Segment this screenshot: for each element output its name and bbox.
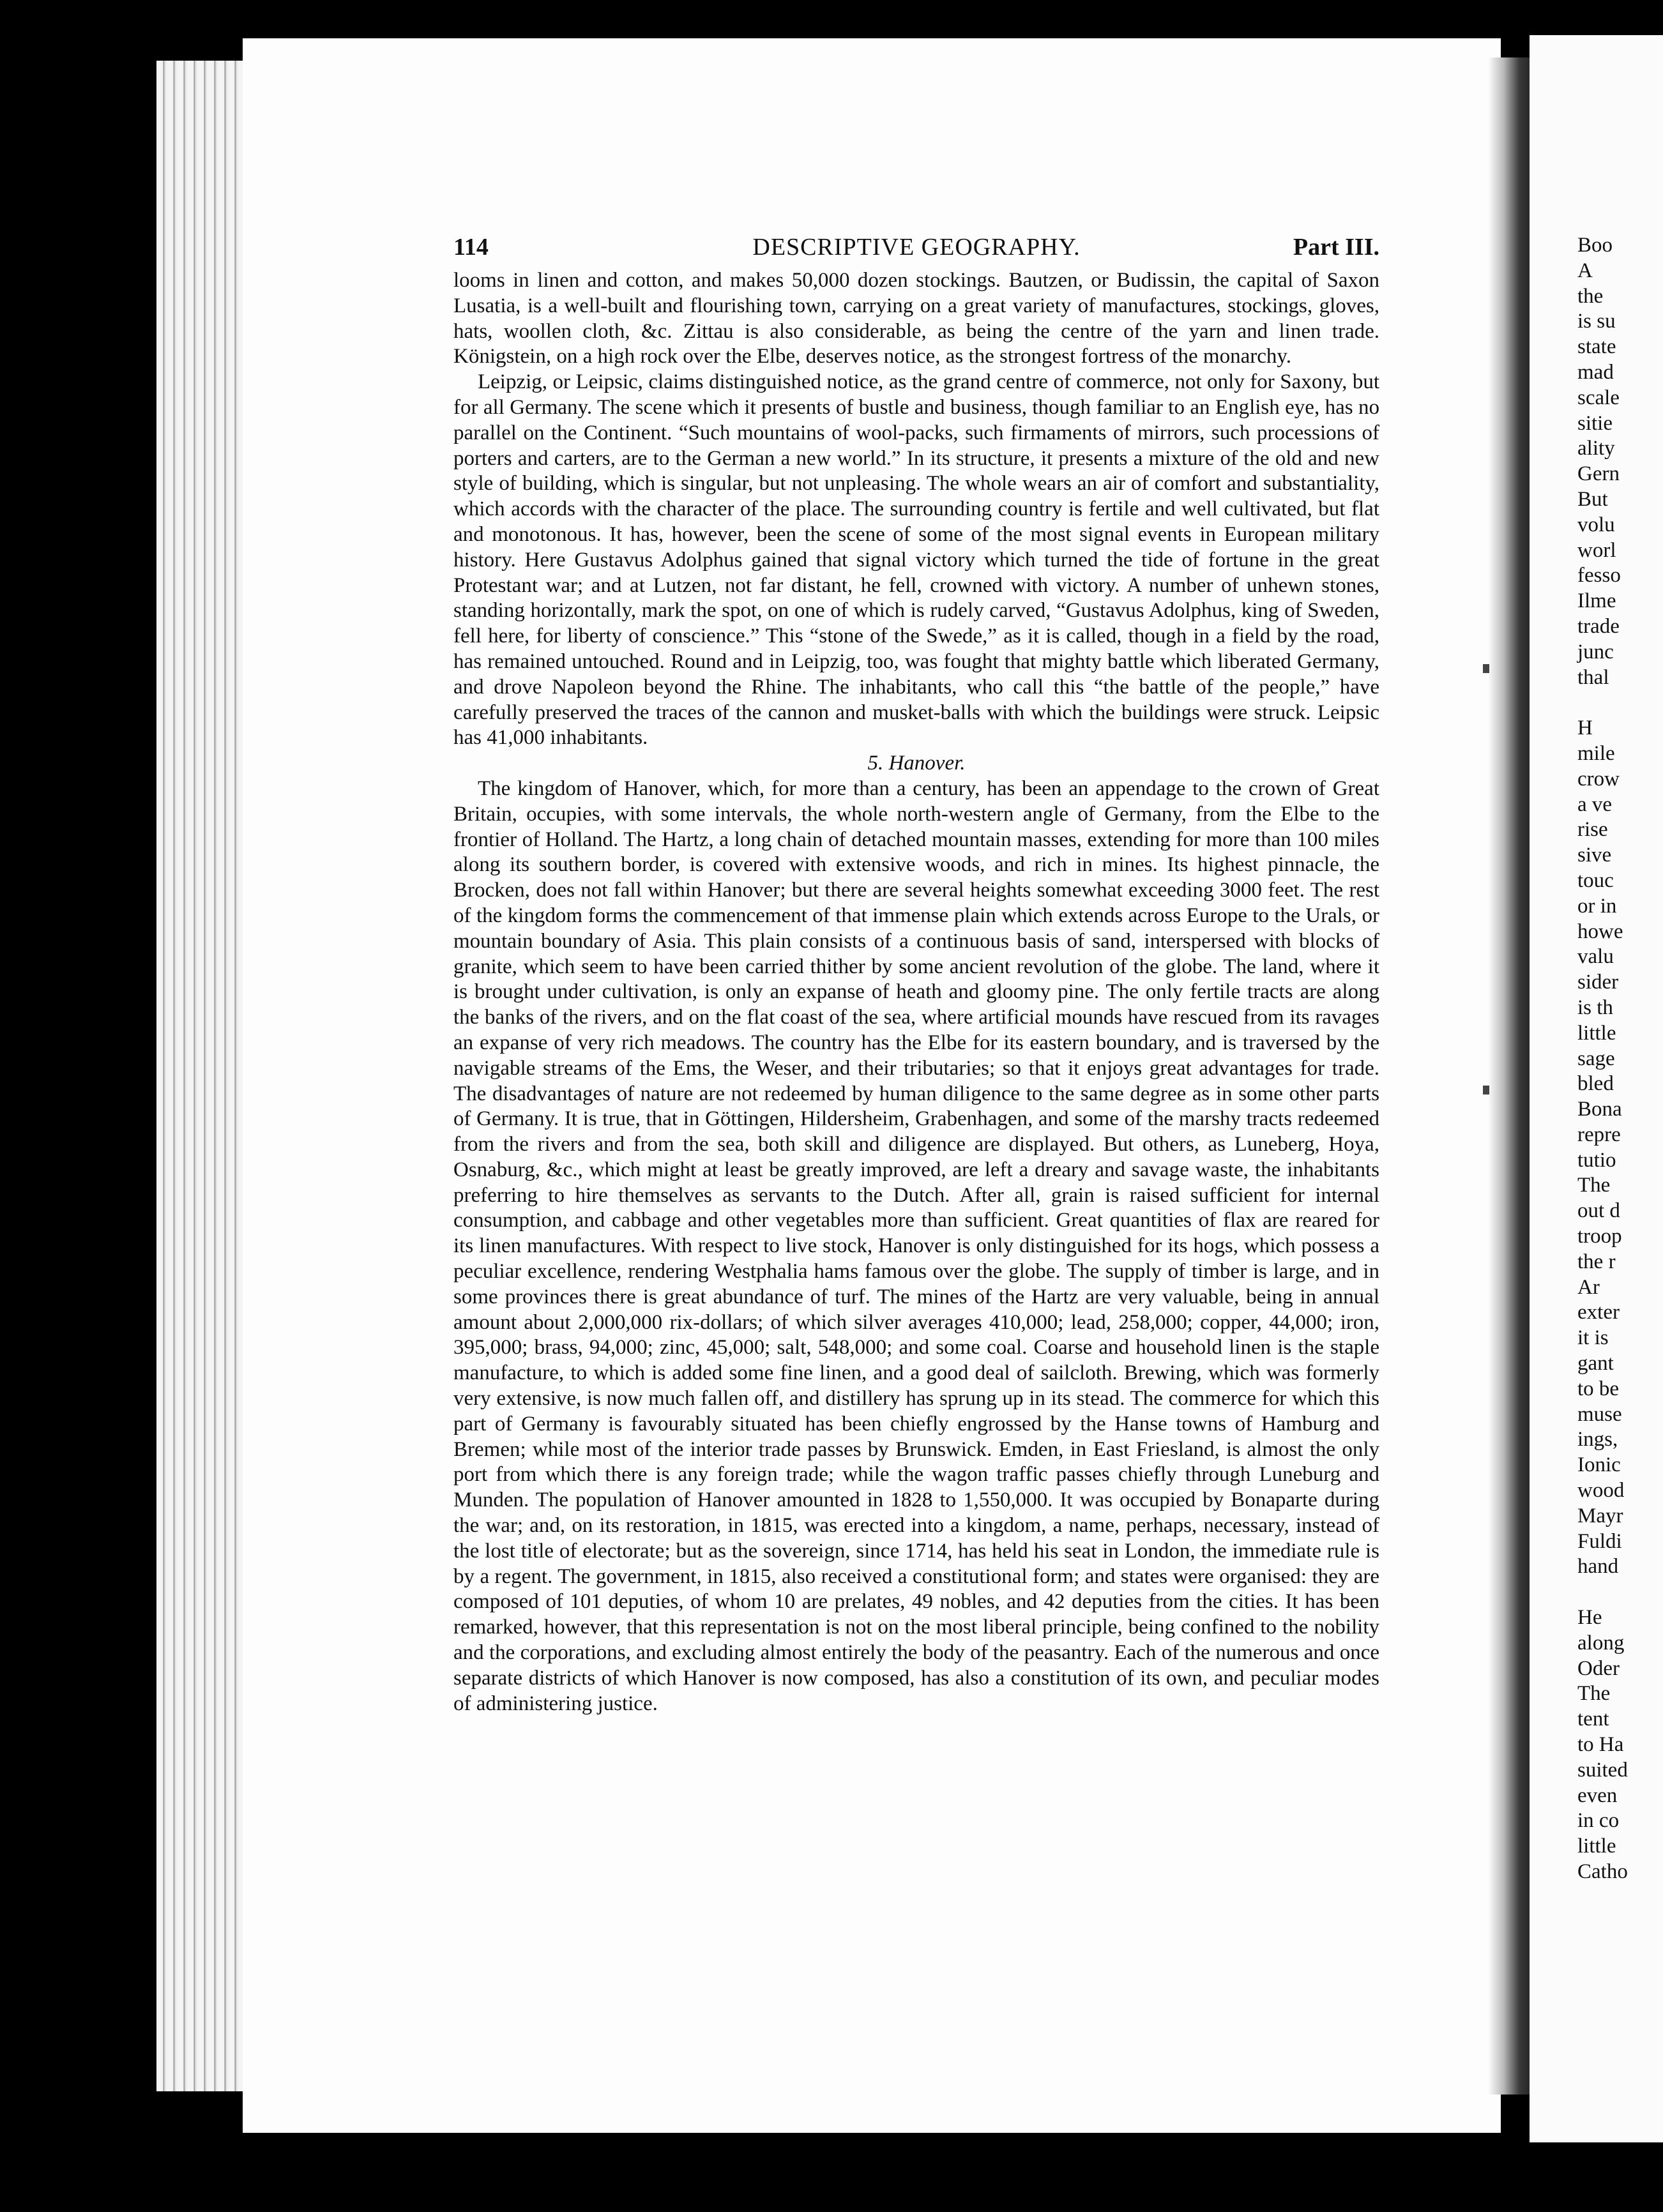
facing-page-line: junc: [1577, 640, 1614, 663]
facing-page-line: thal: [1577, 665, 1609, 689]
facing-page-line: A: [1577, 259, 1593, 282]
facing-page-line: suited: [1577, 1758, 1628, 1782]
running-title: DESCRIPTIVE GEOGRAPHY.: [752, 234, 1081, 261]
facing-page-line: Catho: [1577, 1860, 1628, 1883]
facing-page-line: mile: [1577, 741, 1615, 765]
facing-page-line: or in: [1577, 894, 1617, 918]
facing-page-line: the: [1577, 284, 1604, 308]
facing-page-line: is su: [1577, 310, 1616, 333]
paragraph: Leipzig, or Leipsic, claims distinguished notice, as the grand centre of commerce, not only for Saxony, but for all Germany. The scene which it presents of bustle and business, though familiar to an English eye, has no parallel on the Continent. “Such mountains of wool-packs, such firmaments of mirrors, such processions of porters and carters, are to the German a new world.” In its structure, it presents a mixture of the old and new style of building, which is singular, but not unpleasing. The whole wears an air of comfort and substantiality, which accords with the character of the place. The surrounding country is fertile and well cultivated, but flat and monotonous. It has, however, been the scene of some of the most signal events in European military history. Here Gustavus Adolphus gained that signal victory which turned the tide of fortune in the great Protestant war; and at Lutzen, not far distant, he fell, crowned with victory. A number of unhewn stones, standing horizontally, mark the spot, on one of which is rudely carved, “Gustavus Adolphus, king of Sweden, fell here, for liberty of conscience.” This “stone of the Swede,” as it is called, though in a field by the road, has remained untouched. Round and in Leipzig, too, was fought that mighty battle which liberated Germany, and drove Napoleon beyond the Rhine. The inhabitants, who call this “the battle of the people,” have carefully preserved the traces of the cannon and musket-balls with which the buildings were struck. Leipsic has 41,000 inhabitants.: [453, 370, 1379, 750]
facing-page-line: sider: [1577, 971, 1619, 994]
facing-page-line: mad: [1577, 360, 1614, 384]
facing-page-line: state: [1577, 335, 1616, 359]
page-header: [453, 233, 1379, 271]
facing-page-line: to Ha: [1577, 1733, 1624, 1757]
paragraph: The kingdom of Hanover, which, for more than a century, has been an appendage to the crown of Great Britain, occupies, with some intervals, the whole north-western angle of Germany, from the Elbe to the frontier of Holland. The Hartz, a long chain of detached mountain masses, extending for more than 100 miles along its southern border, is covered with extensive woods, and rich in mines. Its highest pinnacle, the Brocken, does not fall within Hanover; but there are several heights somewhat exceeding 3000 feet. The rest of the kingdom forms the commencement of that immense plain which extends across Europe to the Urals, or mountain boundary of Asia. This plain consists of a continuous basis of sand, interspersed with blocks of granite, which seem to have been carried thither by some ancient revolution of the globe. The land, where it is brought under cultivation, is only an expanse of heath and gloomy pine. The only fertile tracts are along the banks of the rivers, and on the flat coast of the sea, where artificial mounds have rescued from its ravages an expanse of very rich meadows. The country has the Elbe for its eastern boundary, and is traversed by the navigable streams of the Ems, the Weser, and their tributaries; so that it enjoys great advantages for trade. The disadvantages of nature are not redeemed by human diligence to the same degree as in some other parts of Germany. It is true, that in Göttingen, Hildersheim, Grabenhagen, and some of the marshy tracts redeemed from the rivers and from the sea, both skill and diligence are displayed. But others, as Luneberg, Hoya, Osnaburg, &c., which might at least be greatly improved, are left a dreary and savage waste, the inhabitants preferring to hire themselves as servants to the Dutch. After all, grain is raised sufficient for internal consumption, and cabbage and other vegetables more than sufficient. Great quantities of flax are reared for its linen manufactures. With respect to live stock, Hanover is only distinguished for its hogs, which possess a peculiar excellence, rendering Westphalia hams famous over the globe. The supply of timber is large, and in some provinces there is great abundance of turf. The mines of the Hartz are very valuable, being in annual amount about 2,000,000 rix-dollars; of which silver averages 410,000; lead, 258,000; copper, 44,000; iron, 395,000; brass, 94,000; zinc, 45,000; salt, 548,000; and some coal. Coarse and household linen is the staple manufacture, to which is added some fine linen, and a good deal of sailcloth. Brewing, which was formerly very extensive, is now much fallen off, and distillery has sprung up in its stead. The commerce for which this part of Germany is favourably situated has been chiefly engrossed by the Hanse towns of Hamburg and Bremen; while most of the interior trade passes by Brunswick. Emden, in East Friesland, is almost the only port from which there is any foreign trade; while the wagon traffic passes chiefly through Luneburg and Munden. The population of Hanover amounted in 1828 to 1,550,000. It was occupied by Bonaparte during the war; and, on its restoration, in 1815, was erected into a kingdom, a name, perhaps, necessary, instead of the lost title of electorate; but as the sovereign, since 1714, has held his seat in London, the immediate rule is by a regent. The government, in 1815, also received a constitutional form; and states were organised: they are composed of 101 deputies, of whom 10 are prelates, 49 nobles, and 42 deputies from the cities. It has been remarked, however, that this representation is not on the most liberal principle, being confined to the nobility and the corporations, and excluding almost entirely the body of the peasantry. Each of the numerous and once separate districts of which Hanover is now composed, has also a constitution of its own, and peculiar modes of administering justice.: [453, 776, 1379, 1715]
section-heading: 5. Hanover.: [867, 752, 966, 775]
facing-page-line: fesso: [1577, 564, 1621, 587]
part-label: Part III.: [1293, 234, 1379, 261]
facing-page-text: [1577, 233, 1663, 1885]
body-text: [453, 268, 1379, 1716]
facing-page-line: Ionic: [1577, 1453, 1621, 1477]
facing-page-line: is th: [1577, 996, 1613, 1019]
facing-page-line: trade: [1577, 614, 1620, 638]
facing-page-line: little: [1577, 1021, 1616, 1045]
facing-page-line: tutio: [1577, 1148, 1616, 1172]
facing-page-line: troop: [1577, 1225, 1622, 1248]
facing-page-line: tent: [1577, 1708, 1609, 1731]
facing-page-line: gant: [1577, 1352, 1614, 1375]
facing-page-line: sitie: [1577, 411, 1613, 435]
facing-page-line: muse: [1577, 1402, 1622, 1426]
facing-page-line: sage: [1577, 1047, 1615, 1070]
edge-mark: [1483, 1086, 1489, 1095]
facing-page-line: even: [1577, 1784, 1618, 1807]
facing-page-line: valu: [1577, 945, 1614, 969]
facing-page-line: little: [1577, 1835, 1616, 1858]
stacked-page-edges: [156, 61, 252, 2091]
facing-page-line: But: [1577, 487, 1608, 511]
facing-page-line: the r: [1577, 1250, 1616, 1273]
facing-page-line: ings,: [1577, 1428, 1618, 1451]
paragraph: looms in linen and cotton, and makes 50,000 dozen stockings. Bautzen, or Budissin, the capital of Saxon Lusatia, is a well-built and flourishing town, carrying on a great variety of manufactures, stockings, gloves, hats, woollen cloth, &c. Zittau is also considerable, as being the centre of the yarn and linen trade. Königstein, on a high rock over the Elbe, deserves notice, as the strongest fortress of the monarchy.: [453, 269, 1379, 368]
facing-page-line: Boo: [1577, 234, 1613, 257]
facing-page-line: sive: [1577, 844, 1612, 867]
facing-page-line: The: [1577, 1174, 1611, 1197]
facing-page-line: The: [1577, 1682, 1611, 1706]
facing-page-line: scale: [1577, 386, 1620, 409]
facing-page-line: in co: [1577, 1809, 1620, 1833]
facing-page-line: [1577, 690, 1663, 716]
facing-page-line: repre: [1577, 1123, 1621, 1146]
facing-page-line: exter: [1577, 1301, 1620, 1324]
facing-page-line: touc: [1577, 868, 1614, 892]
facing-page-line: Mayr: [1577, 1504, 1623, 1527]
facing-page-line: Ilme: [1577, 589, 1616, 613]
facing-page-line: [1577, 1580, 1663, 1605]
facing-page-line: to be: [1577, 1377, 1620, 1400]
facing-page-line: rise: [1577, 818, 1608, 842]
facing-page-line: Gern: [1577, 462, 1620, 486]
facing-page-line: He: [1577, 1606, 1602, 1630]
book-gutter: [1488, 57, 1533, 2095]
page-number: 114: [453, 234, 489, 261]
edge-mark: [1483, 664, 1489, 673]
facing-page-line: along: [1577, 1631, 1625, 1655]
facing-page-line: hand: [1577, 1555, 1619, 1579]
facing-page-line: it is: [1577, 1326, 1609, 1350]
facing-page-line: Ar: [1577, 1275, 1600, 1299]
facing-page-line: howe: [1577, 920, 1623, 943]
facing-page-line: out d: [1577, 1199, 1620, 1223]
facing-page-line: wood: [1577, 1479, 1625, 1503]
facing-page-line: H: [1577, 716, 1593, 740]
facing-page-line: volu: [1577, 513, 1615, 536]
facing-page-line: worl: [1577, 538, 1616, 562]
facing-page-line: Oder: [1577, 1656, 1620, 1680]
facing-page-line: ality: [1577, 437, 1615, 460]
facing-page-line: crow: [1577, 767, 1620, 791]
facing-page-line: bled: [1577, 1072, 1614, 1096]
facing-page-line: Fuldi: [1577, 1529, 1622, 1553]
facing-page-line: Bona: [1577, 1098, 1622, 1121]
facing-page-line: a ve: [1577, 792, 1613, 816]
